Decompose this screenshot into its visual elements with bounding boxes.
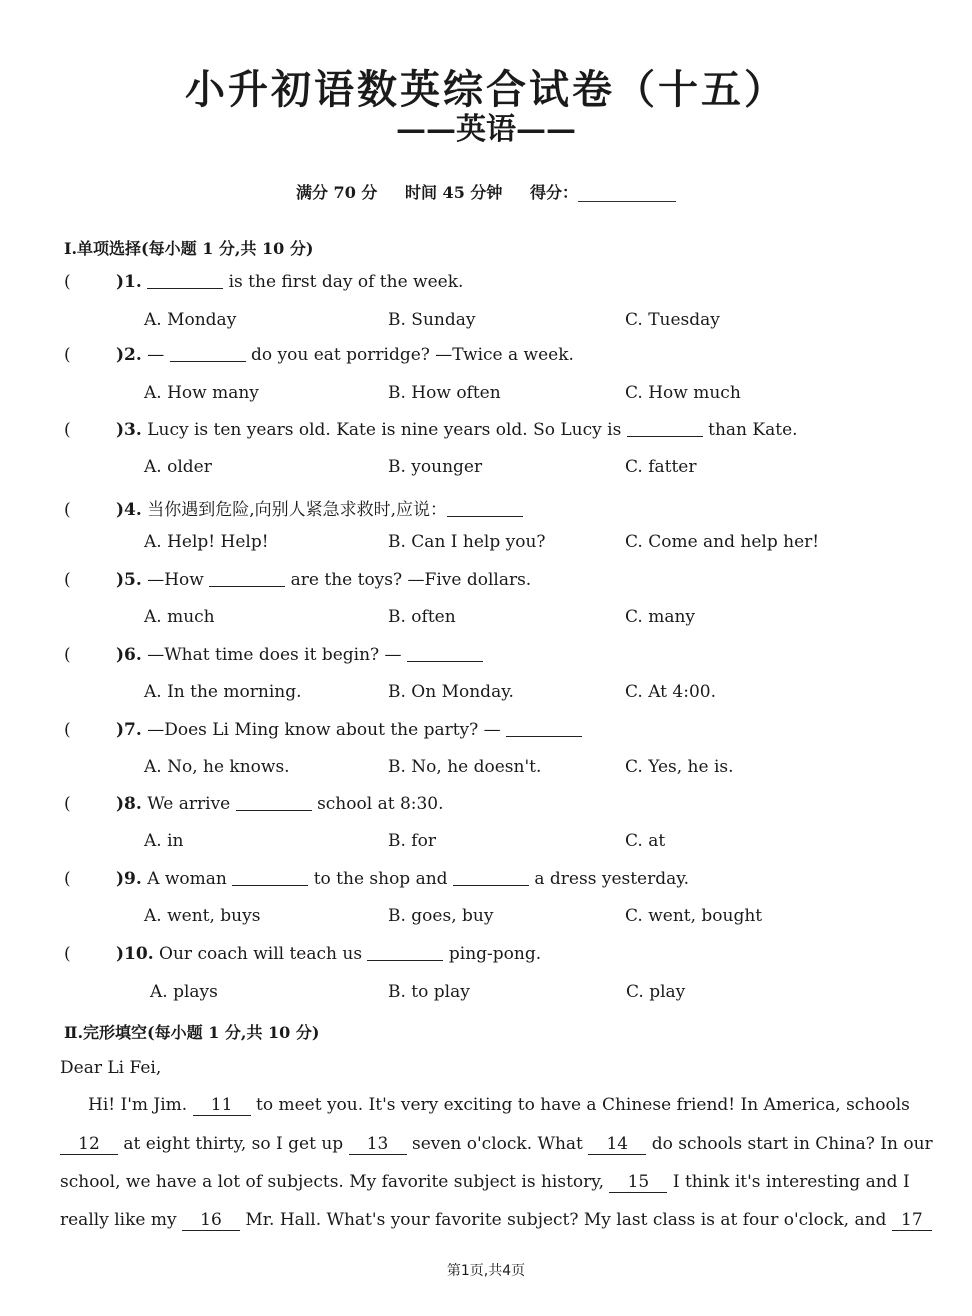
- answer-blank: [407, 661, 483, 662]
- letter-text: do schools start in China? In our: [646, 1134, 933, 1154]
- question-number: )8.: [116, 794, 142, 814]
- exam-title: 小升初语数英综合试卷（十五）: [185, 66, 787, 113]
- option-c: C. fatter: [625, 457, 697, 477]
- option-c: C. Yes, he is.: [625, 757, 734, 777]
- letter-line-2: [60, 1134, 933, 1155]
- question-number: )10.: [116, 944, 154, 964]
- question-text: —How: [147, 570, 204, 590]
- answer-blank: [367, 960, 443, 961]
- option-c: C. How much: [625, 383, 741, 403]
- letter-text: seven o'clock. What: [406, 1134, 589, 1154]
- answer-blank: [232, 885, 308, 886]
- question-number: )5.: [116, 570, 142, 590]
- score-blank: [578, 201, 676, 202]
- answer-blank: [236, 810, 312, 811]
- answer-blank: [147, 288, 223, 289]
- answer-blank: [506, 736, 582, 737]
- option-b: B. often: [388, 607, 456, 627]
- letter-text: Mr. Hall. What's your favorite subject? My last class is at four o'clock, and: [239, 1210, 892, 1230]
- question-text: do you eat porridge? —Twice a week.: [251, 345, 574, 365]
- option-c: C. at: [625, 831, 666, 851]
- blank-16: 16: [182, 1210, 240, 1231]
- question-8: ( )8. We arrive school at 8:30.: [64, 794, 444, 814]
- letter-line-4: [60, 1210, 923, 1231]
- answer-blank: [447, 516, 523, 517]
- question-text: Lucy is ten years old. Kate is nine years old. So Lucy is: [147, 420, 622, 440]
- option-b: B. On Monday.: [388, 682, 514, 702]
- option-c: C. many: [625, 607, 696, 627]
- time-limit: 时间 45 分钟: [404, 183, 503, 202]
- answer-blank: [453, 885, 529, 886]
- question-text: ping-pong.: [448, 944, 542, 964]
- question-6: ( )6. —What time does it begin? —: [64, 645, 944, 665]
- option-b: B. No, he doesn't.: [388, 757, 542, 777]
- blank-15: 15: [609, 1172, 667, 1193]
- question-text: —What time does it begin? —: [147, 645, 402, 665]
- question-text: Our coach will teach us: [159, 944, 363, 964]
- question-text: is the first day of the week.: [228, 272, 464, 292]
- question-number: )4.: [116, 500, 142, 520]
- option-a: A. much: [144, 607, 215, 627]
- question-4: ( )4. 当你遇到危险,向别人紧急求救时,应说：: [64, 495, 944, 520]
- question-text: 当你遇到危险,向别人紧急求救时,应说：: [147, 500, 448, 520]
- option-a: A. In the morning.: [144, 682, 302, 702]
- exam-subtitle: ——英语——: [396, 112, 576, 147]
- option-a: A. in: [144, 831, 184, 851]
- section-1-heading: Ⅰ.单项选择(每小题 1 分,共 10 分): [64, 239, 314, 258]
- question-number: )3.: [116, 420, 142, 440]
- option-b: B. How often: [388, 383, 501, 403]
- option-c: C. Tuesday: [625, 310, 720, 330]
- option-b: B. Sunday: [388, 310, 476, 330]
- option-b: B. to play: [388, 982, 470, 1002]
- question-text: to the shop and: [313, 869, 448, 889]
- letter-text: to meet you. It's very exciting to have a Chinese friend! In America, schools: [250, 1095, 910, 1115]
- question-number: )6.: [116, 645, 142, 665]
- blank-13: 13: [349, 1134, 407, 1155]
- question-text: than Kate.: [708, 420, 798, 440]
- question-7: ( )7. —Does Li Ming know about the party? —: [64, 720, 944, 740]
- question-number: )1.: [116, 272, 142, 292]
- question-3: ( )3. Lucy is ten years old. Kate is nine years old. So Lucy is than Kate.: [64, 420, 798, 440]
- answer-blank: [209, 586, 285, 587]
- letter-line-3: [60, 1172, 920, 1193]
- option-b: B. for: [388, 831, 436, 851]
- letter-line-1: [88, 1095, 948, 1116]
- score-label: 得分：: [529, 183, 578, 202]
- question-2: ( )2. — do you eat porridge? —Twice a week.: [64, 345, 574, 365]
- option-a: A. went, buys: [144, 906, 261, 926]
- option-c: C. play: [626, 982, 686, 1002]
- question-10: ( )10. Our coach will teach us ping-pong.: [64, 944, 542, 964]
- letter-text: Hi! I'm Jim.: [88, 1095, 193, 1115]
- option-a: A. plays: [150, 982, 218, 1002]
- question-number: )2.: [116, 345, 142, 365]
- letter-text: at eight thirty, so I get up: [118, 1134, 349, 1154]
- section-2-heading: Ⅱ.完形填空(每小题 1 分,共 10 分): [64, 1023, 320, 1042]
- full-marks: 满分 70 分: [295, 183, 378, 202]
- question-text: are the toys? —Five dollars.: [290, 570, 532, 590]
- blank-14: 14: [588, 1134, 646, 1155]
- exam-meta: [0, 180, 972, 203]
- option-a: A. Help! Help!: [144, 532, 269, 552]
- question-number: )9.: [116, 869, 142, 889]
- question-text: We arrive: [147, 794, 231, 814]
- option-a: A. How many: [144, 383, 259, 403]
- question-text: a dress yesterday.: [534, 869, 690, 889]
- letter-text: I think it's interesting and I: [667, 1172, 910, 1192]
- option-a: A. No, he knows.: [144, 757, 290, 777]
- answer-blank: [170, 361, 246, 362]
- question-text: school at 8:30.: [317, 794, 444, 814]
- question-text: —Does Li Ming know about the party? —: [147, 720, 501, 740]
- option-c: C. went, bought: [625, 906, 763, 926]
- question-number: )7.: [116, 720, 142, 740]
- letter-text: really like my: [60, 1210, 182, 1230]
- page-footer: 第1页,共4页: [446, 1263, 526, 1279]
- option-b: B. goes, buy: [388, 906, 494, 926]
- letter-text: school, we have a lot of subjects. My favorite subject is history,: [60, 1172, 610, 1192]
- letter-salutation: Dear Li Fei,: [60, 1058, 162, 1078]
- question-5: ( )5. —How are the toys? —Five dollars.: [64, 570, 532, 590]
- question-text: A woman: [147, 869, 227, 889]
- option-a: A. Monday: [144, 310, 237, 330]
- question-1: ( )1. is the first day of the week.: [64, 272, 464, 292]
- blank-17: 17: [892, 1210, 932, 1231]
- option-b: B. younger: [388, 457, 483, 477]
- question-text: —: [147, 345, 165, 365]
- option-c: C. At 4:00.: [625, 682, 717, 702]
- blank-12: 12: [60, 1134, 118, 1155]
- option-b: B. Can I help you?: [388, 532, 546, 552]
- answer-blank: [627, 436, 703, 437]
- question-9: ( )9. A woman to the shop and a dress yesterday.: [64, 869, 690, 889]
- option-a: A. older: [144, 457, 212, 477]
- option-c: C. Come and help her!: [625, 532, 820, 552]
- blank-11: 11: [193, 1095, 251, 1116]
